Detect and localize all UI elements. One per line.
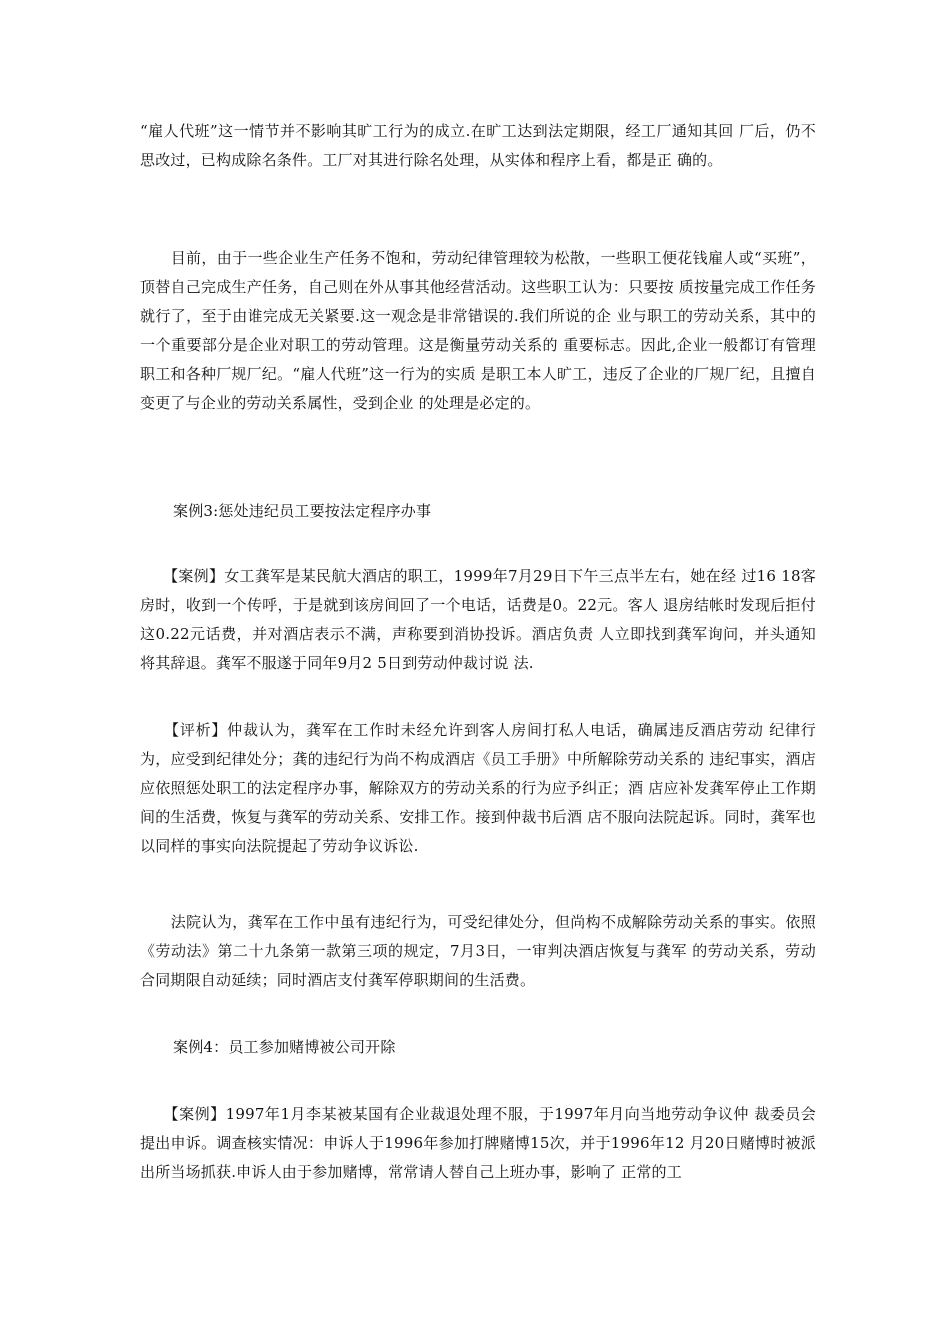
paragraph-5: 法院认为，龚军在工作中虽有违纪行为，可受纪律处分，但尚构不成解除劳动关系的事实。依照《劳动法》第二十九条第一款第三项的规定，7月3日，一审判决酒店恢复与龚军 的劳动关系，劳动合同期限自动延续；同时酒店支付龚军停职期间的生活费。 — [140, 913, 816, 989]
case-3-heading: 案例3:惩处违纪员工要按法定程序办事 — [173, 502, 432, 520]
paragraph-3: 【案例】女工龚军是某民航大酒店的职工，1999年7月29日下午三点半左右，她在经 过16 18客房时，收到一个传呼，于是就到该房间回了一个电话，话费是0。22元。客人 退房结帐时发现后拒付这0.22元话费，并对酒店表示不满，声称要到消协投诉。酒店负责 人立即找到龚军询问，并头通知将其辞退。龚军不服遂于同年9月2 5日到劳动仲裁讨说 法. — [140, 567, 816, 672]
case-4-heading: 案例4：员工参加赌博被公司开除 — [173, 1038, 396, 1056]
paragraph-6: 【案例】1997年1月李某被某国有企业裁退处理不服，于1997年月向当地劳动争议仲 裁委员会提出申诉。调查核实情况：申诉人于1996年参加打牌赌博15次，并于1996年12 月20日赌博时被派出所当场抓获.申诉人由于参加赌博，常常请人替自己上班办事，影响了 正常的工 — [140, 1105, 816, 1181]
paragraph-4: 【评析】仲裁认为，龚军在工作时未经允许到客人房间打私人电话，确属违反酒店劳动 纪律行为，应受到纪律处分；龚的违纪行为尚不构成酒店《员工手册》中所解除劳动关系的 违纪事实，酒店应依照惩处职工的法定程序办事，解除双方的劳动关系的行为应予纠正；酒 店应补发龚军停止工作期间的生活费，恢复与龚军的劳动关系、安排工作。接到仲裁书后酒 店不服向法院起诉。同时，龚军也以同样的事实向法院提起了劳动争议诉讼. — [140, 721, 816, 855]
paragraph-1: “雇人代班”这一情节并不影响其旷工行为的成立.在旷工达到法定期限，经工厂通知其回 厂后，仍不思改过，已构成除名条件。工厂对其进行除名处理，从实体和程序上看，都是正 确的。 — [140, 122, 816, 169]
paragraph-2: 目前，由于一些企业生产任务不饱和，劳动纪律管理较为松散，一些职工便花钱雇人或“买班”，顶替自己完成生产任务，自己则在外从事其他经营活动。这些职工认为：只要按 质按量完成工作任务就行了，至于由谁完成无关紧要.这一观念是非常错误的.我们所说的企 业与职工的劳动关系，其中的一个重要部分是企业对职工的劳动管理。这是衡量劳动关系的 重要标志。因此,企业一般都订有管理职工和各种厂规厂纪。“雇人代班”这一行为的实质 是职工本人旷工，违反了企业的厂规厂纪，且擅自变更了与企业的劳动关系属性，受到企业 的处理是必定的。 — [140, 249, 816, 412]
